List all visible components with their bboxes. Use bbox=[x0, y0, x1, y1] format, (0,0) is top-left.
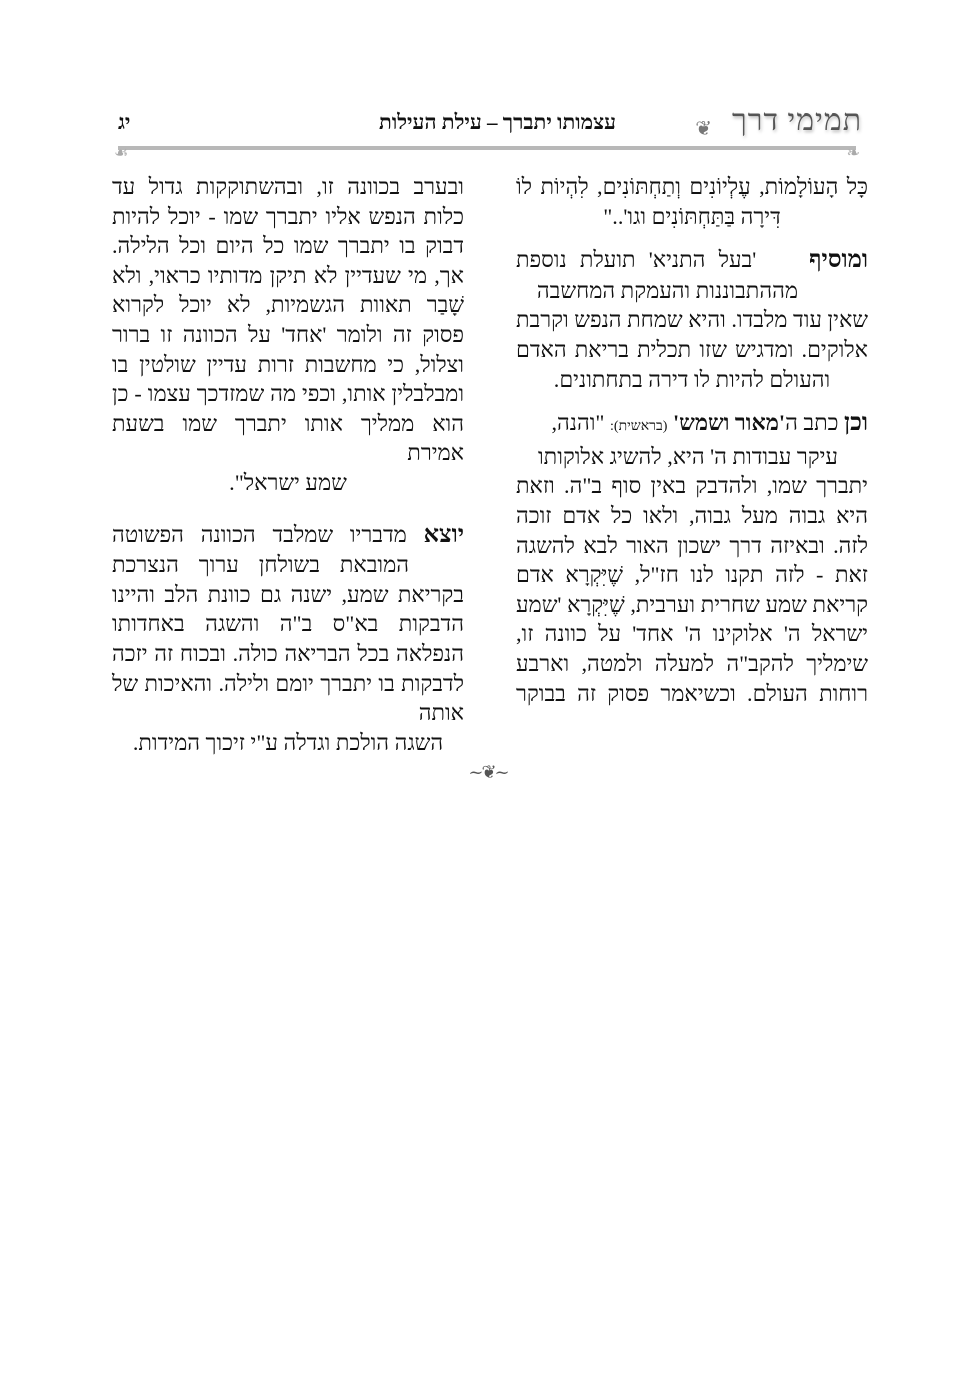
source-ref: (בראשית): bbox=[610, 419, 668, 435]
text-span: 'בעל התניא' תועלת נוספת bbox=[516, 247, 757, 273]
text-block: ובערב בכוונה זו, ובהשתוקקות גדול עד כלות הנפש אליו יתברך שמו - יוכל להיות דבוק בו יתברך שמו כל היום וכל הלילה. אך, מי שעדיין לא תיקן מדותיו כראוי, ולא שָׁבַר תאוות הגשמיות, לא יוכל לקרוא פסוק זה ולומר 'אחד' על הכוונה זו ברור וצלול, כי מחשבות זרות עדיין שולטין בו ומבלבלין אותו, וכפי מה שמזדכך עצמו - כן הוא ממליך אותו יתברך שמו בשעת אמירת bbox=[112, 174, 464, 466]
text-line: והעולם להיות לו דירה בתחתונים. bbox=[553, 366, 831, 392]
text-line: כָּל הָעוֹלָמוֹת, עֶלְיוֹנִים וְתַחְתּוֹנִים, לִהְיוֹת לוֹ bbox=[516, 174, 868, 199]
text-span: כתב ה bbox=[785, 410, 839, 436]
chapter-title: עצמותו יתברך – עילת העילות bbox=[379, 110, 616, 134]
quote-continuation bbox=[516, 172, 868, 231]
text-block: בקריאת שמע, ישנה גם כוונת הלב והיינו הדבקות בא"ס ב"ה והשגה באחדותו הנפלאה בכל הבריאה כולה. ובכוח זה יזכה לדבקות בו יתברך יומם ולילה. והאיכות של אותה bbox=[112, 581, 464, 726]
paragraph-umosif bbox=[516, 245, 868, 394]
text-span: "והנה, bbox=[551, 410, 605, 436]
lead-word: וכן bbox=[844, 410, 868, 437]
text-line: שמע ישראל". bbox=[229, 469, 347, 495]
lead-word: יוצא bbox=[423, 521, 464, 548]
text-line: המובאת בשולחן ערוך הנצרכת bbox=[112, 552, 409, 578]
page-number: יג bbox=[118, 110, 131, 134]
text-block: יתברך שמו, ולהדבק באין סוף ב"ה. וזאת היא גבוה מעל גבוה, ולאו כל אדם זוכה לזה. ובאיזה דרך ישכון האור לבא להשגה זאת - לזה תקנו לנו חז"ל, שֶׁיִּקְרָא אדם קריאת שמע שחרית וערבית, שֶׁיִּקְרָא 'שמע ישראל ה' אלוקינו ה' אחד' על כוונה זו, שימליך להקב"ה למעלה ולמטה, וארבע רוחות העולם. וכשיאמר פסוק זה בבוקר bbox=[516, 473, 868, 706]
text-line: מההתבוננות והעמקת המחשבה bbox=[536, 277, 798, 303]
book-title: תמימי דרך bbox=[732, 104, 862, 137]
right-column bbox=[516, 172, 868, 722]
text-line bbox=[516, 245, 868, 276]
text-block: שאין עוד מלבדו. והיא שמחת הנפש וקרבת אלוקים. ומדגיש שזו תכלית בריאת האדם bbox=[516, 307, 868, 362]
text-line bbox=[516, 408, 868, 442]
text-line bbox=[112, 520, 464, 551]
paragraph-continued bbox=[112, 172, 464, 498]
paragraph-yotze bbox=[112, 520, 464, 758]
text-line: השגה הולכת וגדלה ע"י זיכוך המידות. bbox=[132, 729, 444, 755]
lead-word: ומוסיף bbox=[809, 247, 869, 274]
left-column bbox=[112, 172, 464, 771]
text-line: דִּירָה בַּתַּחְתּוֹנִים וגו'.." bbox=[603, 203, 781, 229]
running-header bbox=[110, 104, 862, 144]
header-ornament-icon: ❦ bbox=[695, 116, 712, 140]
header-rule bbox=[118, 146, 856, 150]
end-ornament-icon: ~❦~ bbox=[468, 762, 508, 783]
paragraph-vechen bbox=[516, 408, 868, 708]
text-span: מדבריו שמלבד הכוונה הפשוטה bbox=[112, 521, 407, 547]
text-line: עיקר עבודות ה' היא, להשיג אלוקותו bbox=[537, 443, 838, 469]
source-name: 'מאור ושמש' bbox=[672, 410, 786, 436]
rule-flourish-left-icon: ☙ bbox=[114, 143, 129, 162]
rule-flourish-right-icon: ❧ bbox=[846, 143, 860, 162]
